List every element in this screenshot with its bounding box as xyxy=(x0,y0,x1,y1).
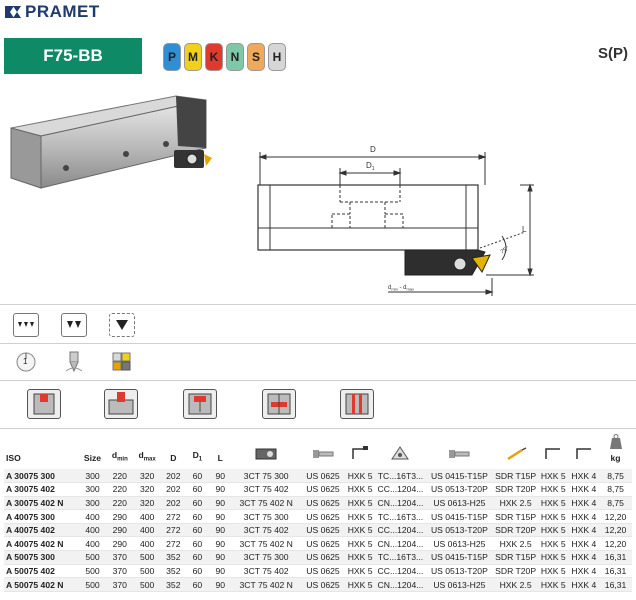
col-key-3 xyxy=(569,433,600,469)
table-cell: HXK 5 xyxy=(538,510,569,524)
table-cell: 400 xyxy=(78,510,106,524)
table-cell: 290 xyxy=(107,537,133,551)
table-cell: US 0625 xyxy=(301,523,345,537)
hex-key-icon xyxy=(543,445,563,461)
table-cell: US 0513-T20P xyxy=(426,564,494,578)
table-cell: 370 xyxy=(107,551,133,565)
insert-light-icon xyxy=(13,313,39,337)
table-cell: HXK 4 xyxy=(569,523,600,537)
pramet-logo-icon xyxy=(4,4,22,20)
table-cell: 500 xyxy=(78,551,106,565)
table-cell: US 0625 xyxy=(301,496,345,510)
table-cell: 352 xyxy=(161,578,185,592)
table-cell: 90 xyxy=(209,469,231,483)
table-cell: 272 xyxy=(161,537,185,551)
table-cell: 60 xyxy=(185,469,209,483)
table-cell: 320 xyxy=(133,483,161,497)
table-cell: A 50075 300 xyxy=(4,551,78,565)
table-cell: 400 xyxy=(133,537,161,551)
material-m-badge xyxy=(184,43,202,71)
hex-key-icon xyxy=(350,445,370,461)
table-cell: 90 xyxy=(209,537,231,551)
material-letter: P xyxy=(167,50,176,64)
table-cell: 8,75 xyxy=(599,469,632,483)
table-cell: HXK 4 xyxy=(569,537,600,551)
table-cell: 290 xyxy=(107,523,133,537)
table-cell: SDR T20P xyxy=(495,525,537,536)
table-cell: 90 xyxy=(209,496,231,510)
table-row xyxy=(4,483,632,497)
technical-drawing xyxy=(240,140,536,300)
insert-screw-icon xyxy=(448,447,470,461)
table-cell: 3CT 75 402 xyxy=(231,564,301,578)
table-cell: 90 xyxy=(209,523,231,537)
table-cell: HXK 4 xyxy=(569,496,600,510)
table-cell: 3CT 75 402 N xyxy=(231,537,301,551)
clamp-type-3-icon xyxy=(183,389,217,419)
table-cell: SDR T15P xyxy=(495,511,537,522)
table-cell: 220 xyxy=(107,496,133,510)
cartridge-icon xyxy=(255,447,277,461)
table-cell: US 0625 xyxy=(301,469,345,483)
dim-l-label: L xyxy=(522,225,527,234)
table-cell: 202 xyxy=(161,496,185,510)
weight-unit: kg xyxy=(610,453,621,463)
table-cell: HXK 5 xyxy=(538,523,569,537)
table-cell: 60 xyxy=(185,510,209,524)
product-title xyxy=(4,38,142,74)
table-cell: 220 xyxy=(107,469,133,483)
table-cell: 60 xyxy=(185,523,209,537)
table-row xyxy=(4,510,632,524)
material-h-badge xyxy=(268,43,286,71)
table-cell: HXK 5 xyxy=(345,496,376,510)
col-weight xyxy=(599,433,632,469)
table-cell: SDR T20P xyxy=(495,484,537,495)
table-cell: 16,31 xyxy=(599,551,632,565)
divider xyxy=(0,304,636,305)
table-cell: 300 xyxy=(78,483,106,497)
table-cell: 352 xyxy=(161,564,185,578)
table-row xyxy=(4,537,632,551)
table-cell: 90 xyxy=(209,564,231,578)
table-cell: CC...1204... xyxy=(375,523,425,537)
table-cell: 500 xyxy=(78,578,106,592)
table-cell: US 0625 xyxy=(301,564,345,578)
table-row xyxy=(4,551,632,565)
table-cell: A 30075 402 N xyxy=(4,496,78,510)
product-variant: S(P) xyxy=(598,45,628,62)
table-cell: US 0625 xyxy=(301,578,345,592)
col-size: Size xyxy=(83,453,102,463)
divider xyxy=(0,428,636,429)
table-cell: 220 xyxy=(107,483,133,497)
table-cell: 8,75 xyxy=(599,496,632,510)
table-cell: A 30075 402 xyxy=(4,483,78,497)
col-dmax: $d_{max}$ xyxy=(138,450,156,463)
table-cell: TC...16T3... xyxy=(375,551,425,565)
table-cell: 90 xyxy=(209,551,231,565)
table-row xyxy=(4,523,632,537)
table-cell: 3CT 75 300 xyxy=(231,469,301,483)
table-cell: TC...16T3... xyxy=(375,510,425,524)
table-cell: 202 xyxy=(161,469,185,483)
table-cell: US 0625 xyxy=(301,510,345,524)
table-cell: HXK 5 xyxy=(538,496,569,510)
table-row xyxy=(4,469,632,483)
table-header-row xyxy=(4,433,632,469)
table-cell: 352 xyxy=(161,551,185,565)
table-cell: 3CT 75 402 N xyxy=(231,496,301,510)
col-iso: ISO xyxy=(6,453,21,463)
table-cell: 370 xyxy=(107,564,133,578)
product-code: F75-BB xyxy=(43,46,103,65)
divider xyxy=(0,343,636,344)
table-cell: 320 xyxy=(133,469,161,483)
insert-icon xyxy=(390,445,410,461)
table-cell: 60 xyxy=(185,578,209,592)
insert-medium-icon xyxy=(61,313,87,337)
table-cell: SDR T15P xyxy=(495,552,537,563)
table-cell: 3CT 75 402 xyxy=(231,523,301,537)
table-cell: US 0625 xyxy=(301,483,345,497)
table-cell: SDR T15P xyxy=(493,469,538,483)
material-letter: M xyxy=(188,50,198,64)
col-l: L xyxy=(217,453,223,463)
table-cell: HXK 5 xyxy=(538,564,569,578)
divider xyxy=(0,380,636,381)
table-cell: CN...1204... xyxy=(375,537,425,551)
brand-name: PRAMET xyxy=(25,2,100,21)
table-cell: 16,31 xyxy=(599,578,632,592)
table-cell: HXK 2.5 xyxy=(493,578,538,592)
hex-key-icon xyxy=(574,445,594,461)
material-groups xyxy=(163,43,286,71)
table-cell: 300 xyxy=(78,496,106,510)
table-cell: 60 xyxy=(185,551,209,565)
table-cell: 8,75 xyxy=(599,483,632,497)
table-cell: 400 xyxy=(133,523,161,537)
brand-logo xyxy=(4,3,100,21)
table-cell: TC...16T3... xyxy=(375,469,425,483)
col-dmin: $d_{min}$ xyxy=(111,450,128,463)
table-cell: HXK 5 xyxy=(345,551,376,565)
table-cell: HXK 4 xyxy=(569,469,600,483)
table-cell: 12,20 xyxy=(599,510,632,524)
table-cell: 300 xyxy=(78,469,106,483)
table-cell: US 0625 xyxy=(301,551,345,565)
table-cell: 500 xyxy=(133,551,161,565)
table-cell: A 40075 300 xyxy=(4,510,78,524)
table-cell: HXK 5 xyxy=(345,564,376,578)
table-cell: A 50075 402 xyxy=(4,564,78,578)
material-s-badge xyxy=(247,43,265,71)
table-cell: 90 xyxy=(209,510,231,524)
material-letter: S xyxy=(251,50,260,64)
col-insert-screw xyxy=(426,433,494,469)
clamp-type-2-icon xyxy=(104,389,138,419)
table-cell: HXK 4 xyxy=(569,483,600,497)
table-cell: SDR T20P xyxy=(495,565,537,576)
table-cell: HXK 5 xyxy=(345,523,376,537)
table-cell: 3CT 75 300 xyxy=(231,510,301,524)
table-cell: 60 xyxy=(185,483,209,497)
table-cell: HXK 5 xyxy=(538,578,569,592)
table-cell: 400 xyxy=(78,523,106,537)
table-cell: 12,20 xyxy=(599,537,632,551)
table-cell: 272 xyxy=(161,510,185,524)
col-d: D xyxy=(170,453,177,463)
table-cell: 12,20 xyxy=(599,523,632,537)
table-cell: HXK 4 xyxy=(569,551,600,565)
clamp-type-1-icon xyxy=(27,389,61,419)
table-cell: HXK 5 xyxy=(538,551,569,565)
col-wrench xyxy=(493,433,538,469)
screw-icon xyxy=(312,447,334,461)
table-cell: US 0415-T15P xyxy=(426,469,494,483)
table-cell: HXK 5 xyxy=(345,578,376,592)
table-cell: HXK 4 xyxy=(569,578,600,592)
table-cell: 370 xyxy=(107,578,133,592)
table-cell: 500 xyxy=(78,564,106,578)
table-cell: HXK 5 xyxy=(345,469,376,483)
table-cell: 202 xyxy=(161,483,185,497)
material-n-badge xyxy=(226,43,244,71)
table-cell: A 30075 300 xyxy=(4,469,78,483)
table-cell: US 0415-T15P xyxy=(426,510,494,524)
table-cell: 500 xyxy=(133,564,161,578)
col-key-1 xyxy=(345,433,376,469)
col-key-2 xyxy=(538,433,569,469)
dim-d1-label: $D_1$ xyxy=(366,161,375,172)
coolant-count-label: 1 xyxy=(23,357,28,366)
product-photo xyxy=(6,88,236,198)
table-cell: 16,31 xyxy=(599,564,632,578)
table-cell: HXK 5 xyxy=(538,469,569,483)
table-cell: HXK 2.5 xyxy=(493,537,538,551)
table-cell: A 40075 402 N xyxy=(4,537,78,551)
table-cell: 500 xyxy=(133,578,161,592)
table-cell: A 40075 402 xyxy=(4,523,78,537)
table-cell: 3CT 75 300 xyxy=(231,551,301,565)
col-screw xyxy=(301,433,345,469)
clamp-type-5-icon xyxy=(340,389,374,419)
table-cell: HXK 2.5 xyxy=(493,496,538,510)
table-cell: CN...1204... xyxy=(375,496,425,510)
table-cell: US 0613-H25 xyxy=(426,496,494,510)
coolant-count-icon xyxy=(13,350,39,374)
screwdriver-icon xyxy=(505,447,527,461)
table-cell: CC...1204... xyxy=(375,483,425,497)
product-table xyxy=(4,433,632,592)
table-row xyxy=(4,496,632,510)
drill-insert-icon xyxy=(61,350,87,374)
material-letter: K xyxy=(209,50,219,64)
table-cell: 60 xyxy=(185,496,209,510)
table-cell: 400 xyxy=(78,537,106,551)
table-cell: US 0613-H25 xyxy=(426,537,494,551)
col-insert xyxy=(375,433,425,469)
table-cell: CC...1204... xyxy=(375,564,425,578)
table-cell: US 0625 xyxy=(301,537,345,551)
table-row xyxy=(4,564,632,578)
table-cell: HXK 5 xyxy=(538,537,569,551)
table-cell: 90 xyxy=(209,483,231,497)
table-cell: HXK 5 xyxy=(345,510,376,524)
table-cell: HXK 5 xyxy=(538,483,569,497)
clamp-type-4-icon xyxy=(262,389,296,419)
table-cell: HXK 5 xyxy=(345,537,376,551)
material-check-icon xyxy=(109,350,135,374)
table-cell: 3CT 75 402 N xyxy=(231,578,301,592)
table-cell: 3CT 75 402 xyxy=(231,483,301,497)
dim-d-label: D xyxy=(370,145,376,154)
weight-icon xyxy=(607,433,625,451)
material-k-badge xyxy=(205,43,223,71)
table-cell: 90 xyxy=(209,578,231,592)
table-cell: US 0415-T15P xyxy=(426,551,494,565)
table-cell: HXK 4 xyxy=(569,564,600,578)
table-cell: 400 xyxy=(133,510,161,524)
dmin-dmax-label: $d_{min} - d_{max}$ xyxy=(388,285,415,292)
table-cell: HXK 5 xyxy=(345,483,376,497)
table-cell: US 0513-T20P xyxy=(426,483,494,497)
material-p-badge xyxy=(163,43,181,71)
material-letter: N xyxy=(230,50,240,64)
col-cartridge xyxy=(231,433,301,469)
table-cell: 272 xyxy=(161,523,185,537)
material-letter: H xyxy=(272,50,282,64)
table-cell: CN...1204... xyxy=(375,578,425,592)
table-cell: A 50075 402 N xyxy=(4,578,78,592)
table-cell: US 0613-H25 xyxy=(426,578,494,592)
table-body xyxy=(4,469,632,591)
table-cell: 60 xyxy=(185,564,209,578)
angle-label: 75° xyxy=(499,245,511,256)
table-cell: 60 xyxy=(185,537,209,551)
table-cell: 290 xyxy=(107,510,133,524)
table-row xyxy=(4,578,632,592)
table-cell: US 0513-T20P xyxy=(426,523,494,537)
table-cell: 320 xyxy=(133,496,161,510)
table-cell: HXK 4 xyxy=(569,510,600,524)
col-d1: $D_1$ xyxy=(192,450,203,463)
insert-heavy-icon xyxy=(109,313,135,337)
